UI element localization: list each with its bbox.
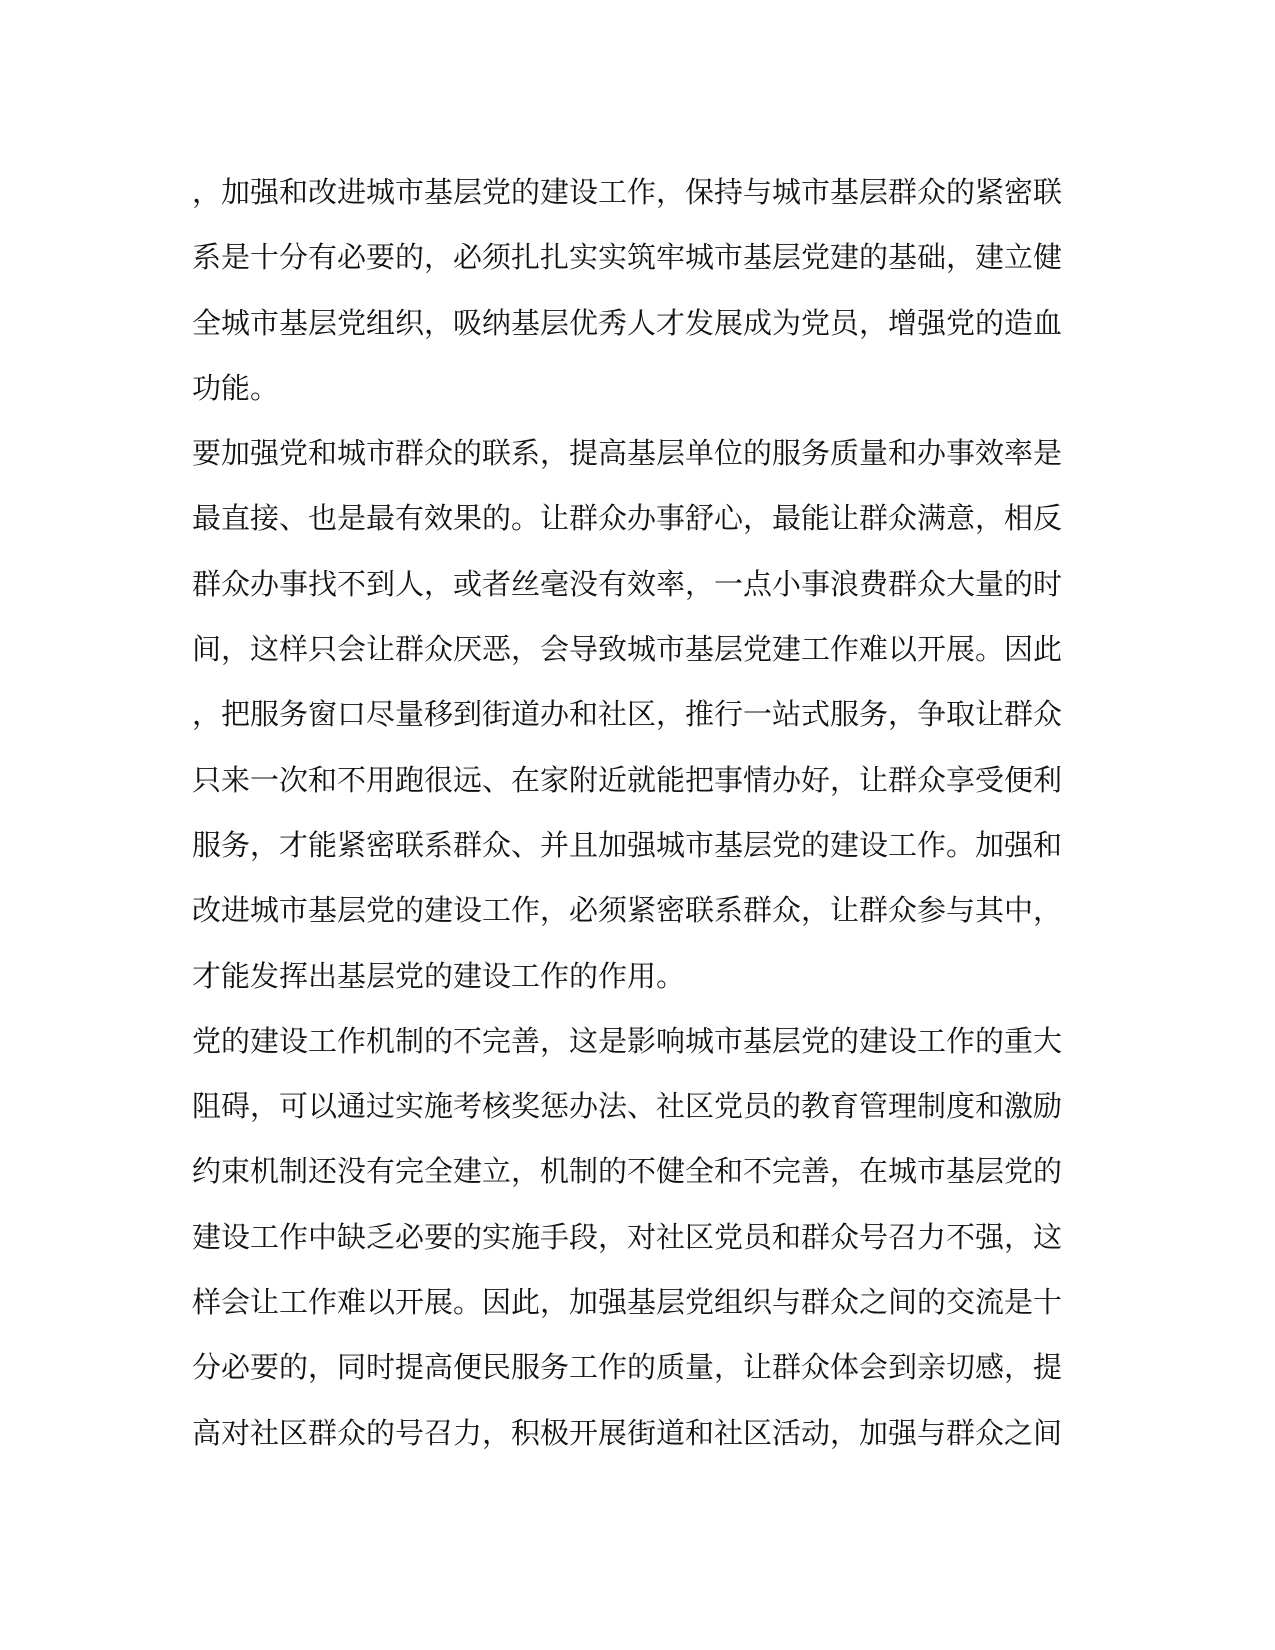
text-line: 功能。 [192, 370, 280, 405]
text-line: 服务，才能紧密联系群众、并且加强城市基层党的建设工作。加强和 [192, 827, 1063, 862]
text-line: 高对社区群众的号召力，积极开展街道和社区活动，加强与群众之间 [192, 1415, 1063, 1450]
text-line: 样会让工作难以开展。因此，加强基层党组织与群众之间的交流是十 [192, 1285, 1063, 1320]
text-line: 系是十分有必要的，必须扎扎实实筑牢城市基层党建的基础，建立健 [192, 240, 1063, 275]
text-line: 约束机制还没有完全建立，机制的不健全和不完善，在城市基层党的 [192, 1154, 1063, 1189]
text-line: 要加强党和城市群众的联系，提高基层单位的服务质量和办事效率是 [192, 436, 1063, 471]
text-line: ，把服务窗口尽量移到街道办和社区，推行一站式服务，争取让群众 [192, 697, 1063, 732]
text-line: 只来一次和不用跑很远、在家附近就能把事情办好，让群众享受便利 [192, 762, 1063, 797]
text-line: 最直接、也是最有效果的。让群众办事舒心，最能让群众满意，相反 [192, 501, 1063, 536]
text-line: 间，这样只会让群众厌恶，会导致城市基层党建工作难以开展。因此 [192, 632, 1063, 667]
text-line: ，加强和改进城市基层党的建设工作，保持与城市基层群众的紧密联 [192, 175, 1063, 209]
text-line: 群众办事找不到人，或者丝毫没有效率，一点小事浪费群众大量的时 [192, 566, 1063, 601]
body-text [192, 160, 1072, 1466]
text-line: 全城市基层党组织，吸纳基层优秀人才发展成为党员，增强党的造血 [192, 305, 1063, 340]
text-line: 阻碍，可以通过实施考核奖惩办法、社区党员的教育管理制度和激励 [192, 1089, 1063, 1124]
text-line: 建设工作中缺乏必要的实施手段，对社区党员和群众号召力不强，这 [192, 1219, 1063, 1254]
text-line: 党的建设工作机制的不完善，这是影响城市基层党的建设工作的重大 [192, 1023, 1063, 1058]
text-line: 才能发挥出基层党的建设工作的作用。 [192, 958, 686, 993]
text-line: 分必要的，同时提高便民服务工作的质量，让群众体会到亲切感，提 [192, 1350, 1063, 1385]
text-line: 改进城市基层党的建设工作，必须紧密联系群众，让群众参与其中， [192, 893, 1063, 928]
